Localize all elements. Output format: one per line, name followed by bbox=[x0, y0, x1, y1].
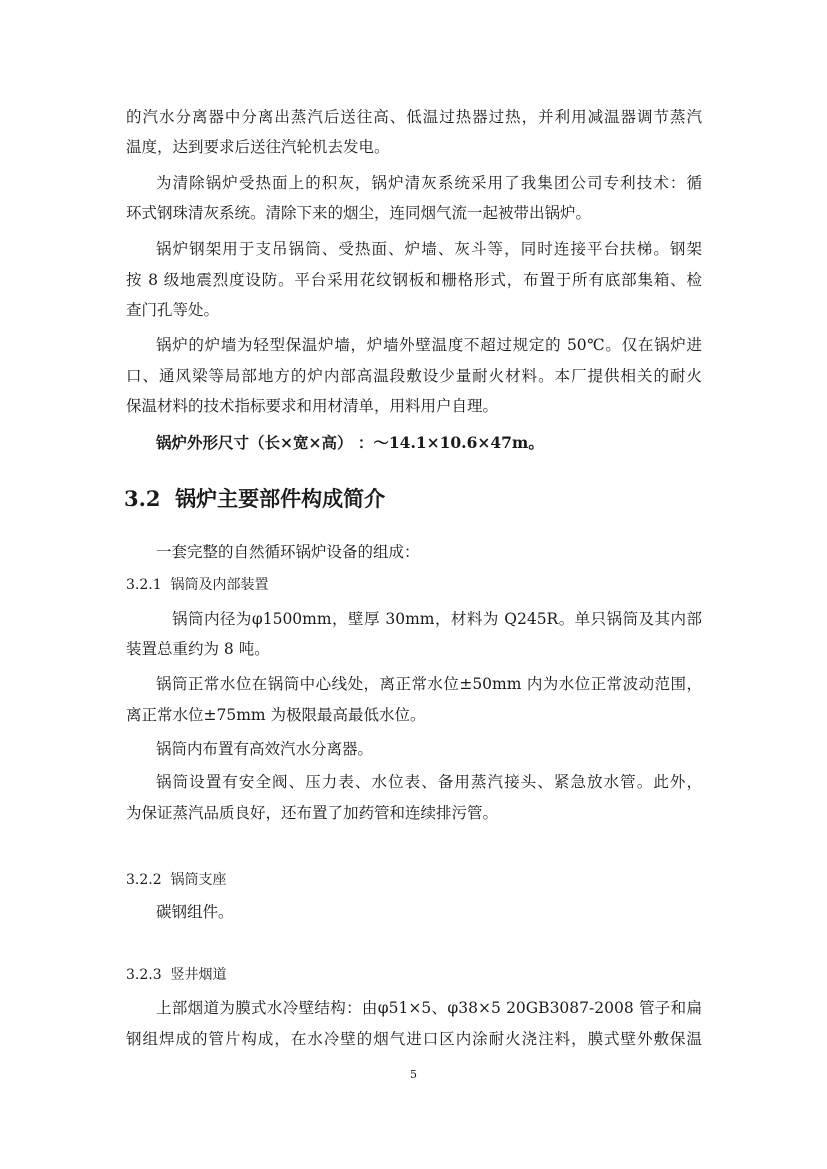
subsection-heading bbox=[126, 869, 227, 891]
paragraph-line: 保温材料的技术指标要求和用材清单，用料用户自理。 bbox=[126, 397, 499, 415]
subsection-heading bbox=[126, 574, 269, 596]
paragraph-line: 环式钢珠清灰系统。清除下来的烟尘，连同烟气流一起被带出锅炉。 bbox=[126, 204, 592, 222]
paragraph-line: 离正常水位±75mm 为极限最高最低水位。 bbox=[126, 706, 426, 724]
paragraph-line: 上部烟道为膜式水冷壁结构：由φ51×5、φ38×5 20GB3087-2008 管子和扁 bbox=[156, 999, 702, 1017]
paragraph-line: 锅筒正常水位在锅筒中心线处，离正常水位±50mm 内为水位正常波动范围， bbox=[156, 675, 702, 693]
page-number: 5 bbox=[410, 1068, 417, 1081]
paragraph-line: 锅筒内径为φ1500mm，壁厚 30mm，材料为 Q245R。单只锅筒及其内部 bbox=[172, 610, 702, 628]
paragraph-line: 一套完整的自然循环锅炉设备的组成： bbox=[156, 543, 420, 561]
paragraph-line: 钢组焊成的管片构成，在水冷壁的烟气进口区内涂耐火浇注料，膜式壁外敷保温 bbox=[126, 1030, 702, 1048]
paragraph-line: 查门孔等处。 bbox=[126, 301, 220, 319]
section-title: 锅炉主要部件构成简介 bbox=[175, 486, 386, 511]
subsection-title: 竖井烟道 bbox=[170, 967, 227, 983]
paragraph-line: 的汽水分离器中分离出蒸汽后送往高、低温过热器过热，并利用减温器调节蒸汽 bbox=[126, 108, 702, 126]
subsection-number: 3.2.3 bbox=[126, 967, 162, 983]
paragraph-line: 口、通风梁等局部地方的炉内部高温段敷设少量耐火材料。本厂提供相关的耐火 bbox=[126, 367, 702, 385]
paragraph-line: 锅筒内布置有高效汽水分离器。 bbox=[156, 740, 374, 758]
section-number: 3.2 bbox=[124, 486, 161, 511]
paragraph-line: 为保证蒸汽品质良好，还布置了加药管和连续排污管。 bbox=[126, 804, 499, 822]
paragraph-line: 为清除锅炉受热面上的积灰，锅炉清灰系统采用了我集团公司专利技术：循 bbox=[156, 174, 702, 192]
subsection-title: 锅筒及内部装置 bbox=[170, 577, 269, 593]
paragraph-line: 锅炉的炉墙为轻型保温炉墙，炉墙外壁温度不超过规定的 50℃。仅在锅炉进 bbox=[156, 336, 702, 354]
paragraph-line: 按 8 级地震烈度设防。平台采用花纹钢板和栅格形式，布置于所有底部集箱、检 bbox=[126, 271, 702, 289]
subsection-number: 3.2.2 bbox=[126, 872, 162, 888]
subsection-number: 3.2.1 bbox=[126, 577, 162, 593]
subsection-title: 锅筒支座 bbox=[170, 872, 227, 888]
paragraph-line: 锅炉钢架用于支吊锅筒、受热面、炉墙、灰斗等，同时连接平台扶梯。钢架 bbox=[156, 240, 702, 258]
section-heading bbox=[124, 485, 385, 513]
paragraph-line: 温度，达到要求后送往汽轮机去发电。 bbox=[126, 138, 390, 156]
boiler-dimensions-line: 锅炉外形尺寸（长×宽×高） ：～14.1×10.6×47m。 bbox=[156, 433, 544, 452]
subsection-heading bbox=[126, 964, 227, 986]
paragraph-line: 锅筒设置有安全阀、压力表、水位表、备用蒸汽接头、紧急放水管。此外， bbox=[156, 773, 702, 791]
paragraph-line: 装置总重约为 8 吨。 bbox=[126, 640, 270, 658]
paragraph-line: 碳钢组件。 bbox=[156, 903, 234, 921]
